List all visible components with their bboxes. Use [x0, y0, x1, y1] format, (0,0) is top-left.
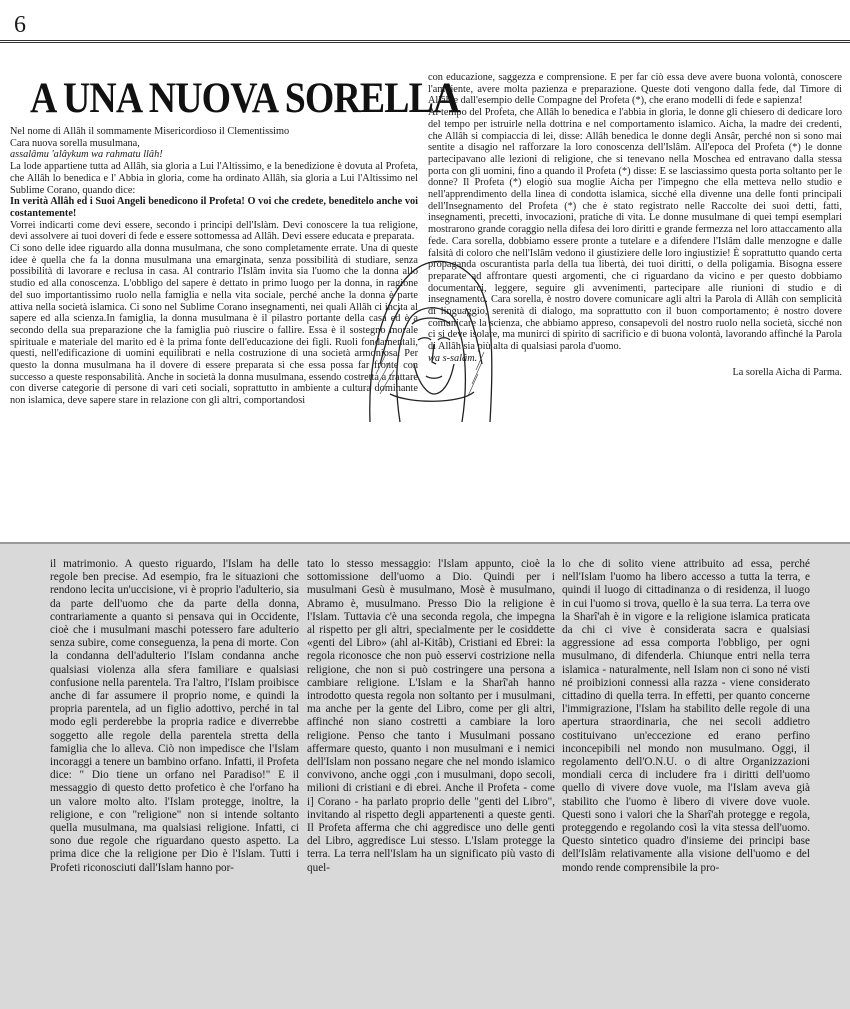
article-headline: A UNA NUOVA SORELLA — [30, 75, 460, 122]
paragraph: Ci sono delle idee riguardo alla donna musulmana, che sono completamente errate. Una di queste idee è quella che fa la donna musulmana una emarginata, senza possibilità di studiare, senza possibilità di lavorare e reclusa in casa. Al contrario l'Islâm invita sia l'uomo che la donna allo studio ed alla conoscenza. L'obbligo del sapere è dettato in primo luogo per la donna, in ragione del suo importantissimo ruolo nella famiglia e nella vita sociale, perché anche la donna è parte attiva nella società islamica. Ci sono nel Sublime Corano insegnamenti, nei quali Allâh ci incita al sapere ed alla scienza.In famiglia, la donna musulmana è il pilastro portante della casa ed è a secondo della sua preparazione che la famiglia può riuscire o fallire. Essa è il sostegno morale spirituale e materiale del marito ed è la prima fonte dell'educazione dei figli. Ruoli fondamentali, questi, nell'edificazione di uomini equilibrati e nella costruzione di una società armoniosa. Per questo la donna musulmana ha il dovere di essere preparata sì che essa possa far fronte con successo a queste responsabilità. Anche in società la donna musulmana, essendo costretta a trattare con diverse categorie di persone di vari ceti sociali, soprattutto in ambiente a cultura dominante non islamica, deve sapere stare in relazione con gli altri, comportandosi — [10, 243, 418, 407]
basmala-line: Nel nome di Allâh il sommamente Misericordioso il Clementissimo — [10, 126, 290, 137]
paragraph: Al tempo del Profeta, che Allâh lo benedica e l'abbia in gloria, le donne gli chiesero di dedicare loro del tempo per istruirle nella dottrina e nel comportamento islamico. Aicha, la madre dei credenti, che Allâh si compiaccia di lei, disse: Allâh benedica le donne degli Ansâr, perché non si sono mai sentite a disagio nel rafforzare la loro conoscenza dell'Islâm. All'epoca del Profeta (*) le donne partecipavano alle lezioni di religione, che si tenevano nella Moschea ed entravano dalla stessa porta con gli uomini, fino a quando il Profeta (*) disse: E se lasciassimo questa porta soltanto per le donne? Il Profeta (*) elogiò sua moglie Aicha per l'impegno che ella metteva nello studio e nell'apprendimento della linea di condotta islamica, sicché ella divenne una delle fonti principali dell'Insegnamento del Profeta (*) che è stato registrato nelle Raccolte dei suoi detti, fatti, insegnamenti, precetti, invocazioni, pratiche di vita. Le donne musulmane di quei tempi esemplari mostrarono grande coraggio nella difesa dei loro diritti e grande fermezza nel loro attaccamento alla fede. Cara sorella, dobbiamo essere pronte a tutelare e a difendere l'Islâm dalle menzogne e dalle falsità di coloro che nell'Islâm vedono il giustiziere delle loro ingiustizie! È soprattutto quando certa propaganda oscurantista parla della tua libertà, dei tuoi diritti, o della poligamia. Bisogna essere preparate ad affrontare questi argomenti, che ci riguardano da vicino e per questo dobbiamo documentarci, leggere, seguire gli avvenimenti, partecipare alle riunioni di studio e di insegnamento. Cara sorella, è nostro dovere comunicare agli altri la Parola di Allâh con semplicità di linguaggio, serenità di dialogo, ma soprattutto con il buon comportamento; è nostro dovere comunicare la scienza, che abbiamo appreso, consapevoli del nostro ruolo nella società, sicché non ci si deve isolare, ma munirci di spirito di sacrificio e di buona volontà, lavorando affinché la Parola di Allâh sia più alta di qualsiasi parola d'uomo. — [428, 107, 842, 353]
paragraph: con educazione, saggezza e comprensione. E per far ciò essa deve avere buona volontà, conoscere l'ambiente, avere molta pazienza e preparazione. Queste doti vengono dalla fede, dal Timore di Allâh e dall'esempio delle Compagne del Profeta (*), che erano modelli di fede e sapienza! — [428, 72, 842, 107]
greeting: assalâmu 'alâykum wa rahmatu llâh! — [10, 149, 163, 161]
salutation: Cara nuova sorella musulmana, — [10, 137, 140, 149]
page-number: 6 — [14, 12, 26, 38]
quran-quote: In verità Allâh ed i Suoi Angeli benedicono il Profeta! O voi che credete, beneditelo anche voi costantemente! — [10, 196, 418, 219]
paragraph: tato lo stesso messaggio: l'Islam appunto, cioè la sottomissione dell'uomo a Dio. Quindi per i musulmani Gesù è musulmano, Mosè è musulmano, Abramo è, musulmano. Presso Dio la religione è l'Islam. Tuttavia c'è una seconda regola, che impegna al rispetto per gli altri, specialmente per le cosiddette «genti del Libro» (ahl al-Kitâb), Cristiani ed Ebrei: la regola riconosce che non può esservi costrizione nella religione, che non si può costringere una persona a cambiare religione. L'Islam e la Sharî'ah hanno introdotto questa regola non soltanto per i musulmani, ma anche per la gente del Libro, come per gli altri, affinché non siano costretti a cambiare la loro religione. Penso che tanto i Musulmani possano affermare questo, quanto i non musulmani e i nemici dell'Islam non possano negare che nel mondo islamico convivono, anche oggi ,con i musulmani, dopo secoli, milioni di cristiani e di ebrei. Anche il Profeta - come i] Corano - ha parlato proprio delle "genti del Libro", invitando al rispetto degli appartenenti a queste genti. Il Profeta afferma che chi aggredisce uno delle genti del Libro, aggredisce Lui stesso. L'Islam protegge la terra. La terra nell'Islam ha un significato più vasto di quel- — [307, 558, 555, 874]
paragraph: il matrimonio. A questo riguardo, l'Islam ha delle regole ben precise. Ad esempio, fra le situazioni che rendono lecita un'uccisione, vi è proprio l'adulterio, sia da parte dell'uomo che da parte della donna, contrariamente a quanto si pensava qui in Occidente, cioè che i musulmani maschi potessero fare adulterio senza subire, come conseguenza, la pena di morte. Con la condanna dell'adulterio l'Islam condanna anche qualsiasi violenza alla sfera familiare e qualsiasi confusione nella parentela. Tra l'altro, l'Islam proibisce anche di far assumere il proprio nome, e quindi la propria parentela, ad un figlio adottivo, perché in tal modo egli perderebbe la propria radice e diverrebbe soggetto alle regole della parentela stretta della famiglia che lo alleva. Ciò non impedisce che l'Islam incoraggi a tenere un bambino orfano. Infatti, il Profeta dice: " Dio tiene un orfano nel Paradiso!" E il messaggio di questo detto profetico è che l'orfano ha un valore molto alto. l'Islam protegge, inoltre, la religione, e con "religione" non si intende soltanto quella musulmana, ma qualsiasi religione. Infatti, ci sono due regole che riguardano questo aspetto. La prima dice che la religione per Dio è l'Islam. Tutti i Profeti riconosciuti dall'Islam hanno por- — [50, 558, 299, 874]
paragraph: Vorrei indicarti come devi essere, secondo i principi dell'Islàm. Devi conoscere la tua religione, devi assolvere ai tuoi doveri di fede e essere sottomessa ad Allâh. Devi essere educata e preparata. — [10, 219, 418, 243]
closing: wa s-salâm. — [428, 352, 478, 364]
veiled-woman-illustration — [350, 244, 500, 424]
header-rule — [0, 40, 850, 43]
paragraph: La lode appartiene tutta ad Allâh, sia gloria a Lui l'Altissimo, e la benedizione è dovuta al Profeta, che Allâh lo benedica e l' Abbia in gloria, come ha ordinato Allâh, sia gloria a Lui l'Altissimo nel Sublime Corano, quando dice: — [10, 161, 418, 196]
continuation-column-3 — [562, 558, 810, 1006]
continuation-column-2 — [307, 558, 555, 1006]
signature: La sorella Aicha di Parma. — [732, 366, 842, 378]
continuation-panel — [0, 542, 850, 1009]
paragraph: lo che di solito viene attribuito ad essa, perché nell'Islam l'uomo ha libero accesso a tutta la terra, e quindi il luogo di cittadinanza o di residenza, il luogo in cui l'uomo si trova, quello è la sua terra. La terra ove la Sharî'ah è in vigore e la religione islamica praticata da chi ci vive è considerata sacra e qualsiasi aggressione ad essa comporta l'obbligo, per ogni musulmano, di difenderla. Chiunque entri nella terra islamica - naturalmente, nell Islam non ci sono né visti né proibizioni connessi alla razza - viene considerato cittadino di quella terra. In effetti, per quanto concerne l'immigrazione, l'Islam ha stabilito delle regole di una apertura straordinaria, che nei secoli addietro costituivano un'eccezione ed erano perfino inconcepibili nel mondo non musulmano. Oggi, il regolamento dell'O.N.U. o di altre Organizzazioni mondiali cerca di includere fra i diritti dell'uomo quello di vivere dove vuole, ma l'Islam aveva già stabilito che l'uomo è libero di vivere dove vuole. Questi sono i valori che la Sharî'ah protegge e regola, proteggendo e regolando così la vita stessa dell'uomo. Questo sintetico quadro d'insieme dei principi base dell'Islâm relativamente alla visione dell'uomo e del mondo rende comprensibile la pro- — [562, 558, 810, 874]
continuation-column-1 — [50, 558, 299, 1006]
